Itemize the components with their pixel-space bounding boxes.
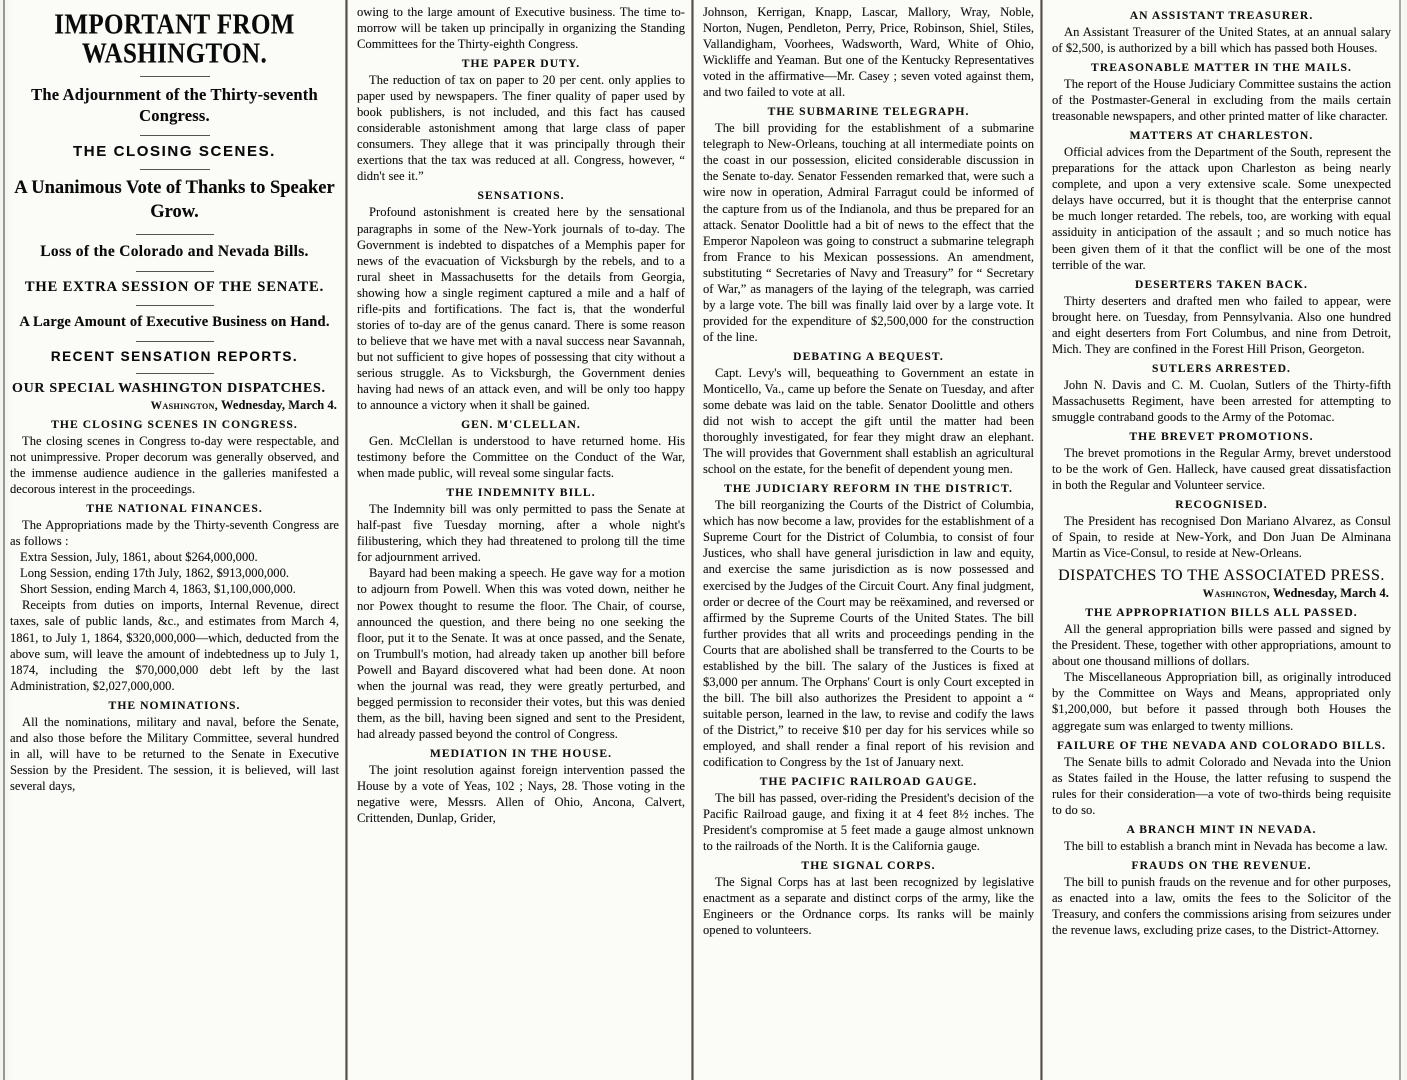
dateline-rest: Wednesday, March 4. bbox=[218, 397, 337, 412]
associated-press-head: DISPATCHES TO THE ASSOCIATED PRESS. bbox=[1058, 567, 1385, 585]
body-paragraph: Receipts from duties on imports, Internal Revenue, direct taxes, sale of public lands, &c., and estimates from March 4, 1861, to July 1, 1864, $320,000,000—which, deducted from the above sum, will leave the amount of indebtedness up to July 1, 1874, including the $70,000,000 debt left by the last Administration, $2,027,000,000. bbox=[10, 598, 339, 693]
body-paragraph: The brevet promotions in the Regular Army, brevet understood to be the work of Gen. Halleck, have caused great dissatisfaction in both the Regular and Volunteer service. bbox=[1052, 445, 1391, 493]
headline-divider bbox=[136, 305, 214, 306]
section-head: THE PAPER DUTY. bbox=[461, 57, 581, 71]
section-head: FRAUDS ON THE REVENUE. bbox=[1131, 858, 1312, 872]
headline-divider bbox=[136, 234, 214, 235]
body-paragraph: The Senate bills to admit Colorado and Nevada into the Union as States failed in the House, the latter refusing to suspend the rules for their consideration—a vote of two-thirds being requisite to do so. bbox=[1052, 754, 1391, 817]
body-paragraph: The report of the House Judiciary Committee sustains the action of the Postmaster-General in excluding from the mails certain treasonable newspapers, and other printed matter of like character. bbox=[1052, 77, 1391, 124]
body-paragraph: Gen. McClellan is understood to have returned home. His testimony before the Committee on the Conduct of the War, when made public, will reveal some singular facts. bbox=[357, 434, 685, 481]
ap-dateline-rest: Wednesday, March 4. bbox=[1270, 586, 1389, 601]
headline-divider bbox=[136, 341, 214, 342]
section-head: DEBATING A BEQUEST. bbox=[793, 349, 944, 363]
section-head: GEN. M'CLELLAN. bbox=[461, 418, 581, 432]
body-paragraph: The Miscellaneous Appropriation bill, as originally introduced by the Committee on Ways and Means, appropriated only $1,200,000, but before it passed through both Houses the aggregate sum was enlarged to twenty millions. bbox=[1052, 670, 1391, 733]
body-paragraph: An Assistant Treasurer of the United States, at an annual salary of $2,500, is authorized by a bill which has passed both Houses. bbox=[1052, 25, 1391, 56]
headline-divider bbox=[136, 373, 214, 374]
body-paragraph: The Indemnity bill was only permitted to pass the Senate at half-past five Tuesday morning, after a whole night's filibustering, which they had threatened to prolong till the time for adjournment arrived. bbox=[357, 502, 685, 565]
body-paragraph: Capt. Levy's will, bequeathing to Government an estate in Monticello, Va., came up before the Senate on Tuesday, and after some debate was laid on the table. Senator Doolittle and others did not wish to accept the gift until the matter had been thoroughly investigated, for fear they might draw an elephant. The will provides that Government shall establish an agricultural school on the estate, for the benefit of dependent young men. bbox=[703, 365, 1034, 477]
section-head: THE SIGNAL CORPS. bbox=[801, 859, 936, 873]
section-head: TREASONABLE MATTER IN THE MAILS. bbox=[1091, 61, 1352, 75]
section-head: THE BREVET PROMOTIONS. bbox=[1129, 429, 1314, 443]
body-paragraph: All the nominations, military and naval, before the Senate, and also those before the Military Committee, several hundred in all, will have to be returned to the Senate in Executive Session by the President. The session, it is believed, will last several days, bbox=[10, 714, 339, 793]
ap-dateline-city: Washington, bbox=[1202, 588, 1271, 601]
body-paragraph: The bill providing for the establishment of a submarine telegraph to New-Orleans, touching at all intermediate points on the coast in our possession, elicited considerable discussion in the Senate to-day. Senator Fessenden remarked that, were such a wire now in operation, Admiral Farragut could be informed of the capture from us of the Indianola, and thus be prepared for an attack. Senator Doolittle had a bit of news to the effect that the Emperor Napoleon was going to construct a submarine telegraph from France to his Mexican possessions. An amendment, substituting “ Secretaries of Navy and Treasury” for “ Secretary of War,” as managers of the laying of the telegraph, was carried by a large vote. The bill was finally laid over by a large vote. It provided for the expenditure of $2,500,000 for the construction of the line. bbox=[703, 121, 1034, 344]
body-paragraph: All the general appropriation bills were passed and signed by the President. These, together with other appropriations, amount to about one thousand millions of dollars. bbox=[1052, 622, 1391, 669]
body-paragraph: The bill has passed, over-riding the President's decision of the Pacific Railroad gauge, and fixing it at 4 feet 8½ inches. The President's compromise at 5 feet made a gauge almost unknown to the railroads of the North. It is the California gauge. bbox=[703, 791, 1034, 854]
headline-deck-4: Loss of the Colorado and Nevada Bills. bbox=[40, 242, 309, 260]
headline-deck-3: A Unanimous Vote of Thanks to Speaker Grow. bbox=[14, 178, 335, 223]
body-paragraph: The bill to punish frauds on the revenue and for other purposes, as enacted into a law, omits the fees to the Solicitor of the Treasury, and confers the commissions arising from seizures under the revenue laws, excluding prize cases, to the District-Attorney. bbox=[1052, 874, 1391, 937]
column-4 bbox=[1043, 0, 1407, 1080]
column-2 bbox=[348, 0, 694, 1080]
section-head: THE NATIONAL FINANCES. bbox=[86, 502, 263, 516]
section-head: THE SUBMARINE TELEGRAPH. bbox=[767, 105, 970, 119]
continued-paragraph: owing to the large amount of Executive business. The time to-morrow will be taken up principally in organizing the Standing Committees for the Thirty-eighth Congress. bbox=[357, 5, 685, 52]
section-head: THE JUDICIARY REFORM IN THE DISTRICT. bbox=[724, 482, 1013, 496]
finance-line: Extra Session, July, 1861, about $264,000,000. bbox=[20, 550, 258, 565]
section-head: THE APPROPRIATION BILLS ALL PASSED. bbox=[1085, 606, 1358, 620]
body-paragraph: The Signal Corps has at last been recognized by legislative enactment as a separate and distinct corps of the army, like the Engineers or the Ordnance corps. Its ranks will be mainly opened to volunteers. bbox=[703, 875, 1034, 938]
finance-line: Short Session, ending March 4, 1863, $1,100,000,000. bbox=[20, 582, 296, 597]
dateline-city: Washington, bbox=[150, 399, 219, 412]
section-head: FAILURE OF THE NEVADA AND COLORADO BILLS. bbox=[1057, 738, 1386, 752]
section-head: THE CLOSING SCENES IN CONGRESS. bbox=[51, 417, 298, 431]
dateline bbox=[10, 398, 339, 413]
continued-paragraph: Johnson, Kerrigan, Knapp, Lascar, Mallory, Wray, Noble, Norton, Nugen, Pendleton, Perry, Price, Robinson, Shiel, Stiles, Vallandigham, Voorhees, Wadsworth, Ward, White of Ohio, Wickliffe and Yeaman. But one of the Kentucky Representatives voted in the affirmative—Mr. Casey ; seven voted against them, and two failed to vote at all. bbox=[703, 5, 1034, 100]
body-paragraph: Thirty deserters and drafted men who failed to appear, were brought here. on Tuesday, from Pennsylvania. Also one hundred and eight deserters from Fort Columbus, and nine from Detroit, Mich. They are confined in the Forest Hill Prison, Georgeton. bbox=[1052, 293, 1391, 356]
headline-deck-7: RECENT SENSATION REPORTS. bbox=[50, 348, 299, 364]
headline-deck-5: THE EXTRA SESSION OF THE SENATE. bbox=[24, 278, 325, 295]
column-1 bbox=[0, 0, 348, 1080]
body-paragraph: The bill reorganizing the Courts of the District of Columbia, which has now become a law, provides for the establishment of a Supreme Court for the District of Columbia, to consist of four Justices, who shall have general jurisdiction in law and equity, and exercise the same jurisdiction as is now possessed and exercised by the Judges of the Circuit Court. Any final judgment, order or decree of the Court may be reëxamined, and reversed or affirmed by the Supreme Courts of the United States. The bill further provides that all writs and proceedings pending in the Courts that are abolished shall be transferred to the Courts to be established by the bill. The salary of the Justices is fixed at $3,000 per annum. The Orphans' Court is only Court excepted in the bill. The bill also authorizes the President to appoint a “ suitable person, learned in the law, to revise and codify the laws of the District,” to receive $10 per day for his services while so employed, and shall render a final report of his revision and codification to Congress by the 1st of January next. bbox=[703, 498, 1034, 770]
section-head: SUTLERS ARRESTED. bbox=[1152, 361, 1291, 375]
section-head: DESERTERS TAKEN BACK. bbox=[1135, 277, 1308, 291]
body-paragraph: The Appropriations made by the Thirty-seventh Congress are as follows : bbox=[10, 518, 339, 549]
section-head: SENSATIONS. bbox=[477, 189, 565, 203]
body-paragraph: The reduction of tax on paper to 20 per cent. only applies to paper used by newspapers. The finer quality of paper used by book publishers, is not included, and this fact has caused considerable astonishment among that large class of paper consumers. They allege that it was principally through their exertions that the tax was reduced at all. Congress, however, “ didn't see it.” bbox=[357, 73, 685, 184]
main-headline: IMPORTANT FROM WASHINGTON. bbox=[54, 9, 295, 70]
headline-deck-2: THE CLOSING SCENES. bbox=[73, 143, 276, 161]
section-head: RECOGNISED. bbox=[1175, 498, 1268, 512]
body-paragraph: The bill to establish a branch mint in Nevada has become a law. bbox=[1064, 838, 1388, 853]
section-head: AN ASSISTANT TREASURER. bbox=[1129, 9, 1314, 22]
headline-divider bbox=[140, 135, 210, 136]
body-paragraph: Profound astonishment is created here by the sensational paragraphs in some of the New-York journals of to-day. The Government is indebted to dispatches of a Memphis paper for news of the evacuation of Vicksburgh by the rebels, and to a rural sheet in Massachusetts for the details from Georgia, showing how a single regiment captured a mile and a half of rifle-pits and fortifications. The fact is, that the wonderful stories of to-day are of the genus canard. There is some reason to believe that we have met with a naval success near Savannah, but not sufficient to give hopes of possessing that city without a serious struggle. As to Vicksburgh, the Government denies having had news of an attack even, and will be only too happy to announce a victory when it shall be gained. bbox=[357, 205, 685, 413]
body-paragraph: The President has recognised Don Mariano Alvarez, as Consul of Spain, to reside at New-York, and Don Juan De Alminana Martin as Vice-Consul, to reside at New-Orleans. bbox=[1052, 514, 1391, 561]
body-paragraph: The joint resolution against foreign intervention passed the House by a vote of Yeas, 102 ; Nays, 28. Those voting in the negative were, Messrs. Allen of Ohio, Ancona, Calvert, Crittenden, Dunlap, Grider, bbox=[357, 762, 685, 826]
headline-divider bbox=[136, 271, 214, 272]
headline-divider bbox=[140, 169, 210, 170]
section-head: MATTERS AT CHARLESTON. bbox=[1129, 129, 1314, 143]
body-paragraph: Official advices from the Department of the South, represent the preparations for the attack upon Charleston as being nearly complete, and upon a very extensive scale. Some unexpected delays have occurred, but it is thought that the enterprise cannot be much longer retarded. The rebels, too, are working with equal assiduity in anticipation of the assault ; and so much notice has been given them of it that the conflict will be one of the most terrible of the war. bbox=[1052, 145, 1391, 272]
section-head: MEDIATION IN THE HOUSE. bbox=[429, 746, 613, 760]
special-dispatches-head: OUR SPECIAL WASHINGTON DISPATCHES. bbox=[12, 380, 326, 396]
section-head: THE PACIFIC RAILROAD GAUGE. bbox=[759, 775, 978, 789]
headline-divider bbox=[140, 76, 210, 77]
headline-deck-1: The Adjournment of the Thirty-seventh Congress. bbox=[31, 84, 318, 125]
finance-line: Long Session, ending 17th July, 1862, $913,000,000. bbox=[20, 566, 290, 581]
section-head: THE NOMINATIONS. bbox=[108, 698, 241, 712]
body-paragraph: John N. Davis and C. M. Cuolan, Sutlers of the Thirty-fifth Massachusetts Regiment, have been arrested for attempting to smuggle contraband goods to the Army of the Potomac. bbox=[1052, 377, 1391, 424]
body-paragraph: Bayard had been making a speech. He gave way for a motion to adjourn from Powell. When this was voted down, neither he nor Powex thought to resume the floor. The Chair, of course, announced the question, and there being no one seeking the floor, put it to the Senate. It was at once passed, and the Senate, on Trumbull's motion, had already taken up another bill before Powell and Bayard discovered what had been done. At noon when the journal was read, they were greatly perturbed, and begged permission to reconsider their votes, but this was denied them, as the bill, having been signed and sent to the President, had already passed beyond the control of Congress. bbox=[357, 566, 685, 741]
column-3 bbox=[694, 0, 1043, 1080]
body-paragraph: The closing scenes in Congress to-day were respectable, and not unimpressive. Proper decorum was generally observed, and the immense audience audience in the galleries manifested a decorous interest in the proceedings. bbox=[10, 433, 339, 497]
section-head: THE INDEMNITY BILL. bbox=[446, 486, 596, 500]
headline-deck-6: A Large Amount of Executive Business on Hand. bbox=[19, 313, 330, 330]
ap-dateline bbox=[1052, 586, 1391, 601]
section-head: A BRANCH MINT IN NEVADA. bbox=[1126, 822, 1317, 836]
